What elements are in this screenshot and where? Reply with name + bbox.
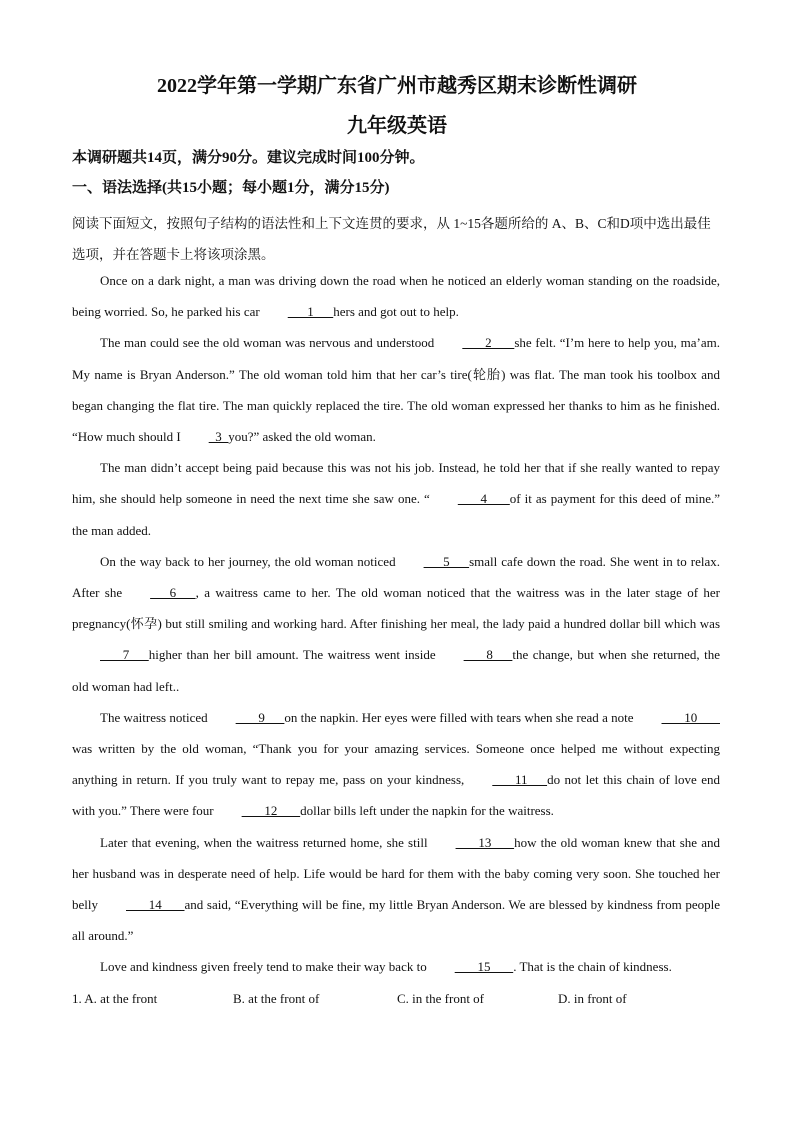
paragraph-2 (72, 327, 720, 452)
text: The waitress noticed (100, 709, 208, 725)
exam-subtitle: 九年级英语 (347, 115, 447, 137)
option-a: 1. A. at the front (72, 991, 158, 1006)
blank-10: 10 (661, 709, 720, 725)
paragraph-1 (72, 265, 720, 327)
text: Once on a dark night, a man was driving down the road when he noticed an elderly woman standing on the roadside, being worried. So, he parked his car (72, 273, 720, 320)
blank-11: 11 (492, 772, 548, 788)
text: was written by the old woman, “Thank you for your amazing services. Someone once helped me without expecting anything in return. If you truly want to repay me, pass on your kindness, (72, 741, 720, 788)
blank-13: 13 (455, 834, 515, 850)
text: of it as payment for this deed of mine.” the man added. (72, 491, 720, 538)
blank-2: 2 (462, 335, 515, 351)
blank-15: 15 (454, 959, 514, 975)
paragraph-4 (72, 546, 720, 702)
option-b: B. at the front of (233, 991, 320, 1006)
reading-passage (72, 265, 720, 983)
paragraph-3 (72, 452, 720, 546)
text: On the way back to her journey, the old woman noticed (100, 553, 396, 569)
blank-1: 1 (287, 304, 334, 320)
text: Love and kindness given freely tend to make their way back to (100, 959, 427, 975)
paragraph-7 (72, 951, 720, 982)
text: how the old woman knew that she and her husband was in desperate need of help. Life would be hard for them with the baby coming very soon. She touched her belly (72, 834, 720, 913)
section-instruction: 阅读下面短文，按照句子结构的语法性和上下文连贯的要求，从 1~15各题所给的 A、B、C和D项中选出最佳选项，并在答题卡上将该项涂黑。 (72, 216, 711, 262)
text: . That is the chain of kindness. (513, 959, 672, 975)
paragraph-6 (72, 827, 720, 952)
text: , a waitress came to her. The old woman noticed that the waitress was in the later stage of her pregnancy(怀孕) but still smiling and working hard. After finishing her meal, the lady paid a hundred dollar bill which was (72, 585, 720, 632)
text: you?” asked the old woman. (228, 429, 376, 445)
blank-12: 12 (241, 803, 301, 819)
text: hers and got out to help. (333, 304, 459, 320)
blank-9: 9 (235, 709, 285, 725)
blank-5: 5 (423, 553, 470, 569)
text: do not let this chain of love end with you.” There were four (72, 772, 720, 819)
text: on the napkin. Her eyes were filled with tears when she read a note (284, 709, 634, 725)
blank-6: 6 (150, 585, 196, 601)
text: The man could see the old woman was nervous and understood (100, 335, 435, 351)
blank-8: 8 (463, 647, 513, 663)
text: small cafe down the road. She went in to relax. After she (72, 553, 720, 601)
option-d: D. in front of (558, 991, 627, 1006)
text: she felt. “I’m here to help you, ma’am. My name is Bryan Anderson.” The old woman told him that her car’s tire(轮胎) was flat. The man took his toolbox and began changing the flat tire. The man quickly replaced the tire. The old woman expressed her thanks to him as he finished. “How much should I (72, 335, 720, 445)
text: the change, but when she returned, the old woman had left.. (72, 647, 721, 694)
text: Later that evening, when the waitress returned home, she still (100, 834, 428, 850)
text: dollar bills left under the napkin for the waitress. (300, 803, 554, 819)
exam-title: 2022学年第一学期广东省广州市越秀区期末诊断性调研 (157, 75, 637, 97)
section-title: 一、语法选择(共15小题；每小题1分，满分15分) (72, 180, 390, 196)
paragraph-5 (72, 702, 720, 827)
text: and said, “Everything will be fine, my little Bryan Anderson. We are blessed by kindness from people all around.” (72, 897, 720, 944)
blank-4: 4 (457, 491, 510, 507)
text: higher than her bill amount. The waitress went inside (148, 647, 436, 663)
option-c: C. in the front of (397, 991, 485, 1006)
exam-intro: 本调研题共14页，满分90分。建议完成时间100分钟。 (72, 150, 425, 166)
blank-14: 14 (126, 897, 185, 913)
blank-7: 7 (100, 647, 149, 663)
blank-3: 3 (208, 429, 229, 445)
text: The man didn’t accept being paid because this was not his job. Instead, he told her that if she really wanted to repay him, she should help someone in need the next time she saw one. “ (72, 460, 720, 507)
